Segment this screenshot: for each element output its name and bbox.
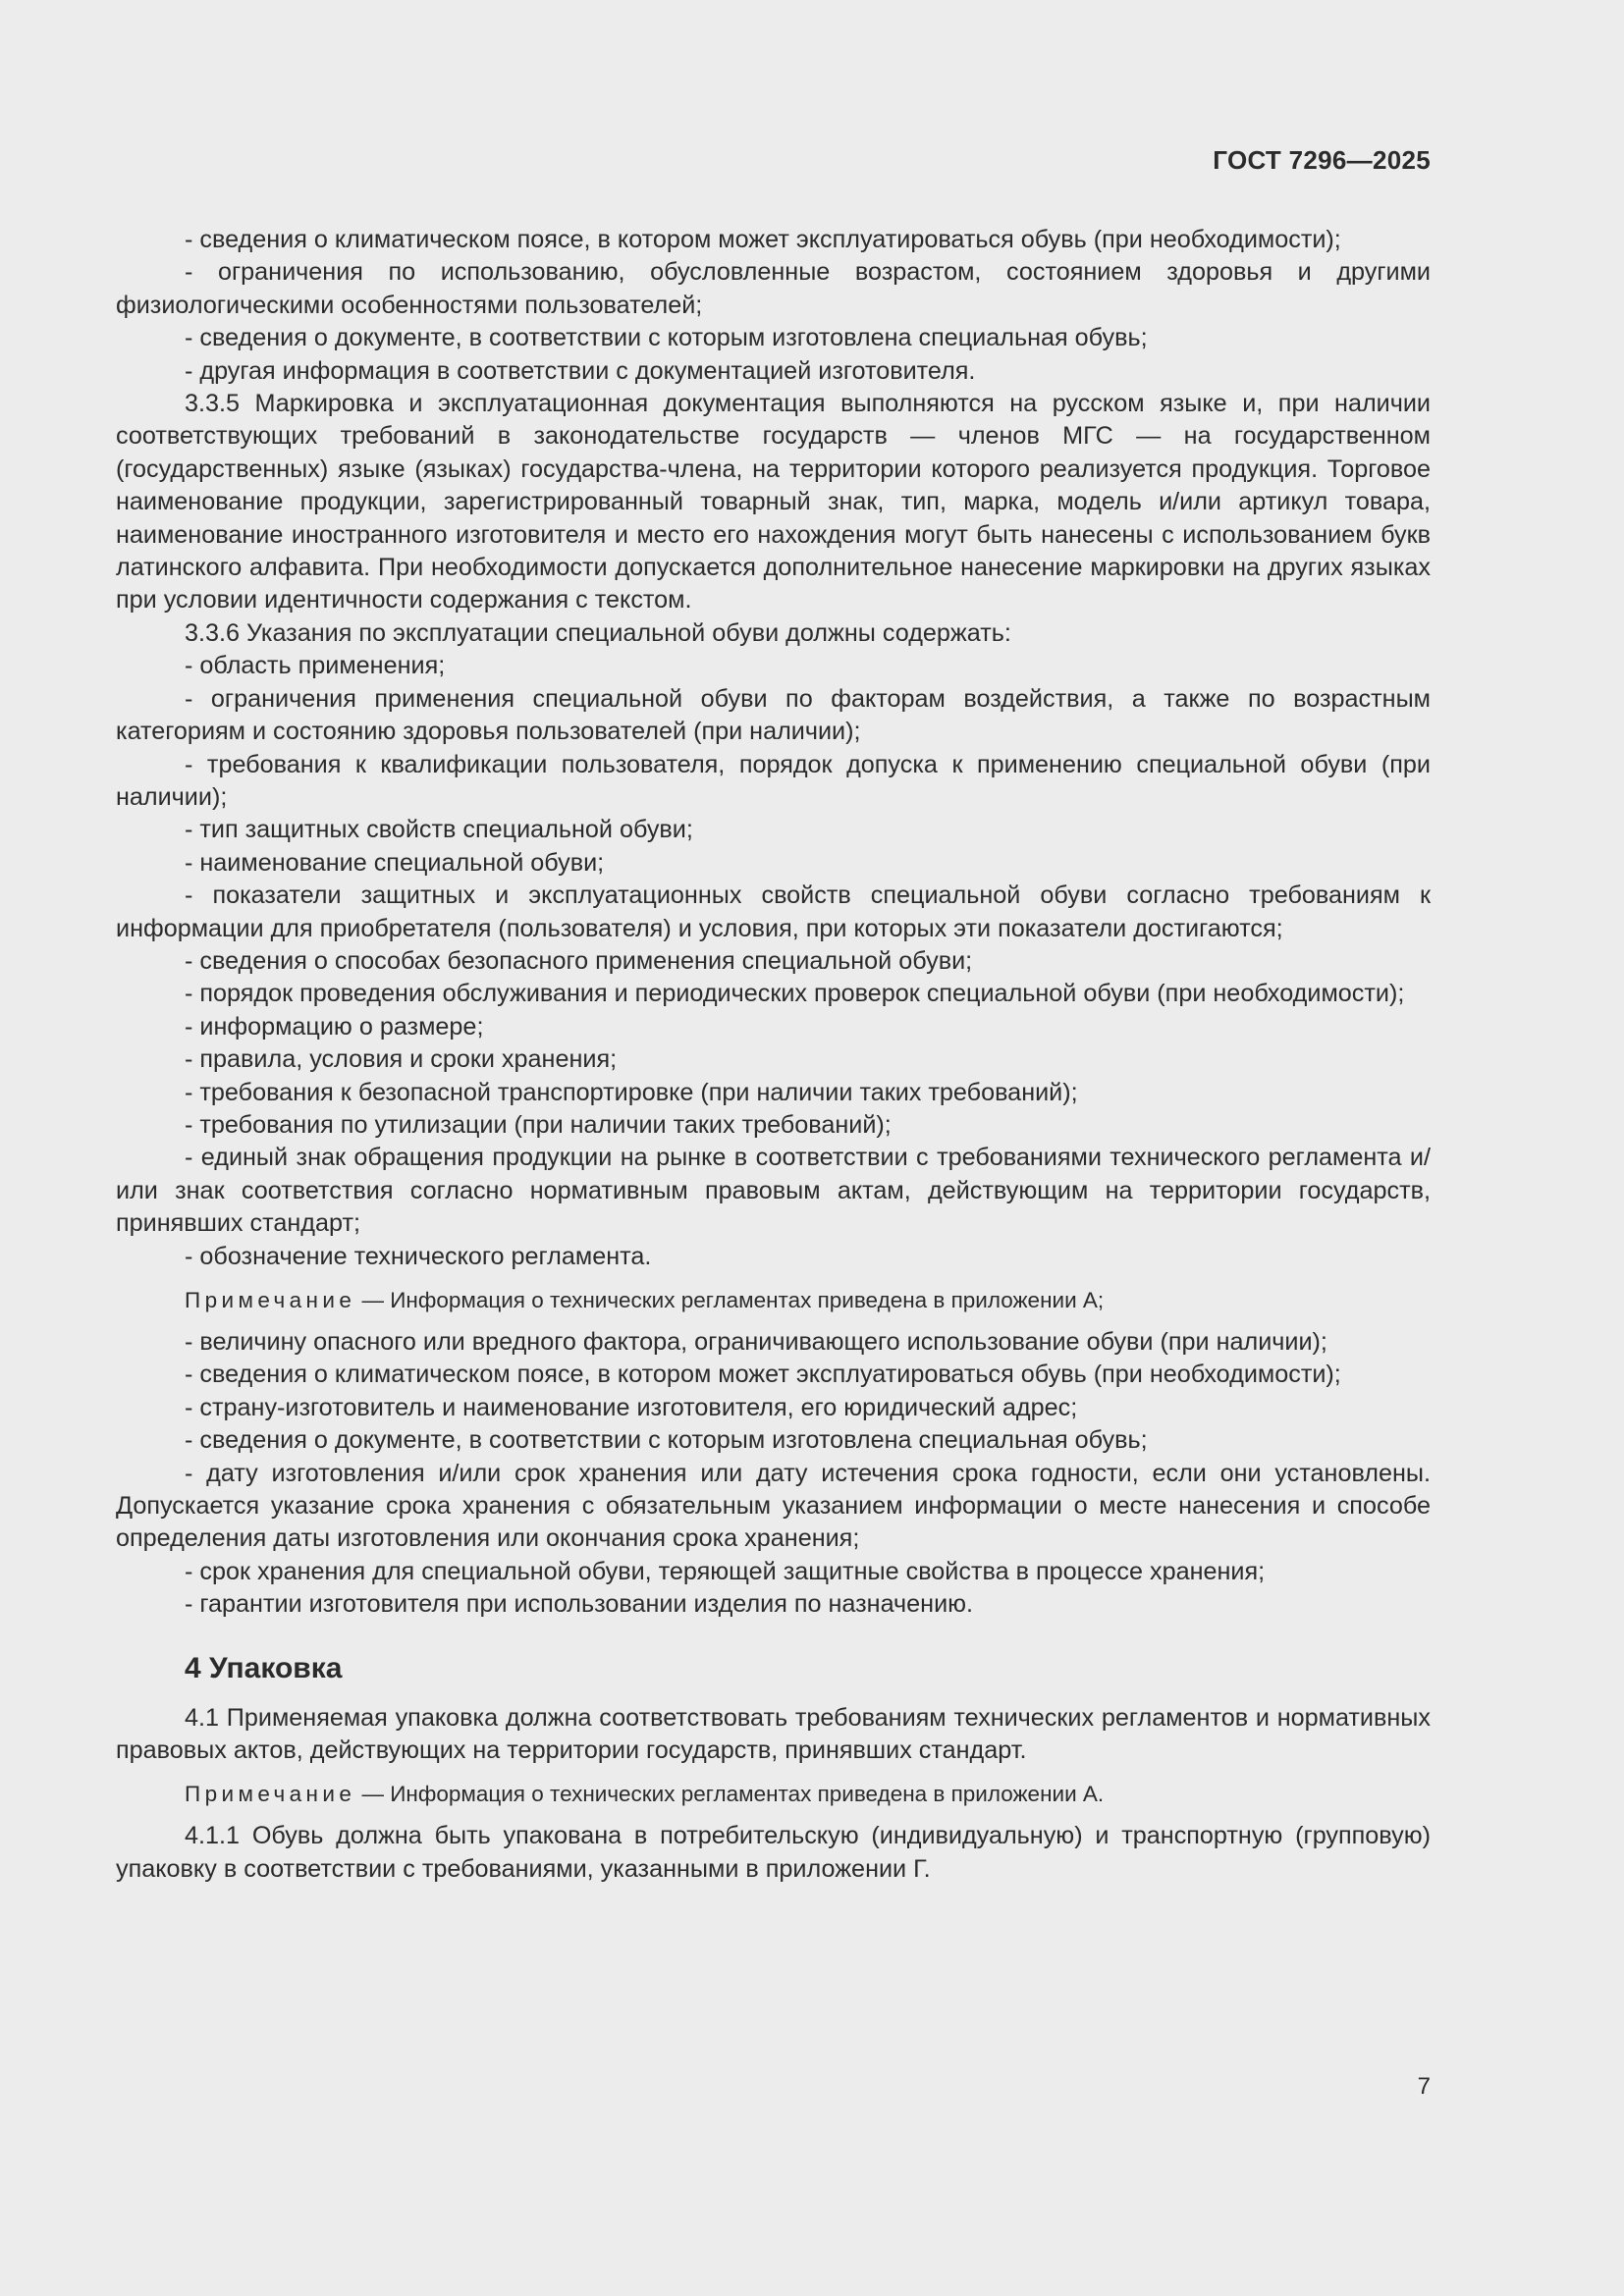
list-item: - срок хранения для специальной обуви, теряющей защитные свойства в процессе хранения; bbox=[185, 1557, 1266, 1585]
clause-4-1: 4.1 Применяемая упаковка должна соответствовать требованиям технических регламентов и нормативных правовых актов, действующих на территории государств, принявших стандарт. bbox=[116, 1703, 1431, 1765]
list-item: - информацию о размере; bbox=[185, 1012, 484, 1041]
list-item: - дату изготовления и/или срок хранения или дату истечения срока годности, если они установлены. Допускается указание срока хранения с обязательным указанием информации о месте нанесения и способе определения даты изготовления или окончания срока хранения; bbox=[116, 1459, 1431, 1553]
note-label: Примечание bbox=[185, 1288, 356, 1312]
list-item: - сведения о способах безопасного применения специальной обуви; bbox=[185, 946, 973, 975]
list-item: - страну-изготовитель и наименование изготовителя, его юридический адрес; bbox=[185, 1393, 1078, 1421]
note bbox=[116, 1780, 1431, 1809]
clause-4-1-1: 4.1.1 Обувь должна быть упакована в потребительскую (индивидуальную) и транспортную (групповую) упаковку в соответствии с требованиями, указанными в приложении Г. bbox=[116, 1822, 1431, 1883]
list-item: - величину опасного или вредного фактора, ограничивающего использование обуви (при наличии); bbox=[185, 1328, 1327, 1356]
list-item: - правила, условия и сроки хранения; bbox=[185, 1045, 618, 1074]
page-number: 7 bbox=[1417, 2073, 1431, 2100]
list-item: - сведения о климатическом поясе, в котором может эксплуатироваться обувь (при необходимости); bbox=[185, 1361, 1341, 1389]
note bbox=[116, 1286, 1431, 1315]
document-code-header: ГОСТ 7296—2025 bbox=[1213, 145, 1431, 175]
list-item: - обозначение технического регламента. bbox=[185, 1242, 652, 1270]
list-item: - сведения о климатическом поясе, в котором может эксплуатироваться обувь (при необходимости); bbox=[185, 226, 1341, 253]
list-item: - гарантии изготовителя при использовании изделия по назначению. bbox=[185, 1590, 974, 1619]
list-item: - сведения о документе, в соответствии с которым изготовлена специальная обувь; bbox=[185, 324, 1148, 352]
list-item: - область применения; bbox=[185, 652, 446, 680]
list-item: - показатели защитных и эксплуатационных свойств специальной обуви согласно требованиям к информации для приобретателя (пользователя) и условия, при которых эти показатели достигаются; bbox=[116, 881, 1431, 942]
document-body bbox=[116, 224, 1431, 1886]
note-text: — Информация о технических регламентах приведена в приложении А. bbox=[355, 1782, 1105, 1807]
note-label: Примечание bbox=[185, 1782, 356, 1807]
list-item: - требования к безопасной транспортировке (при наличии таких требований); bbox=[185, 1078, 1078, 1106]
list-item: - требования к квалификации пользователя, порядок допуска к применению специальной обуви (при наличии); bbox=[116, 750, 1431, 811]
list-item: - ограничения по использованию, обусловленные возрастом, состоянием здоровья и другими физиологическими особенностями пользователей; bbox=[116, 258, 1431, 319]
note-text: — Информация о технических регламентах приведена в приложении А; bbox=[355, 1288, 1105, 1312]
clause-3-3-5: 3.3.5 Маркировка и эксплуатационная документация выполняются на русском языке и, при наличии соответствующих требований в законодательстве государств — членов МГС — на государственном (государственных) языке (языках) государства-члена, на территории которого реализуется продукция. Торговое наименование продукции, зарегистрированный товарный знак, тип, марка, модель и/или артикул товара, наименование иностранного изготовителя и место его нахождения могут быть нанесены с использованием букв латинского алфавита. При необходимости допускается дополнительное нанесение маркировки на других языках при условии идентичности содержания с текстом. bbox=[116, 390, 1431, 614]
list-item: - сведения о документе, в соответствии с которым изготовлена специальная обувь; bbox=[185, 1426, 1148, 1455]
list-item: - наименование специальной обуви; bbox=[185, 848, 605, 877]
clause-3-3-6: 3.3.6 Указания по эксплуатации специальной обуви должны содержать: bbox=[185, 618, 1011, 647]
list-item: - ограничения применения специальной обуви по факторам воздействия, а также по возрастным категориям и состоянию здоровья пользователей (при наличии); bbox=[116, 684, 1431, 746]
list-item: - единый знак обращения продукции на рынке в соответствии с требованиями технического регламента и/или знак соответствия согласно нормативным правовым актам, действующим на территории государств, принявших стандарт; bbox=[116, 1144, 1431, 1238]
list-item: - тип защитных свойств специальной обуви; bbox=[185, 816, 693, 844]
section-heading: 4 Упаковка bbox=[185, 1651, 343, 1684]
list-item: - порядок проведения обслуживания и периодических проверок специальной обуви (при необходимости); bbox=[185, 980, 1405, 1008]
list-item: - другая информация в соответствии с документацией изготовителя. bbox=[185, 356, 976, 385]
list-item: - требования по утилизации (при наличии таких требований); bbox=[185, 1110, 892, 1139]
